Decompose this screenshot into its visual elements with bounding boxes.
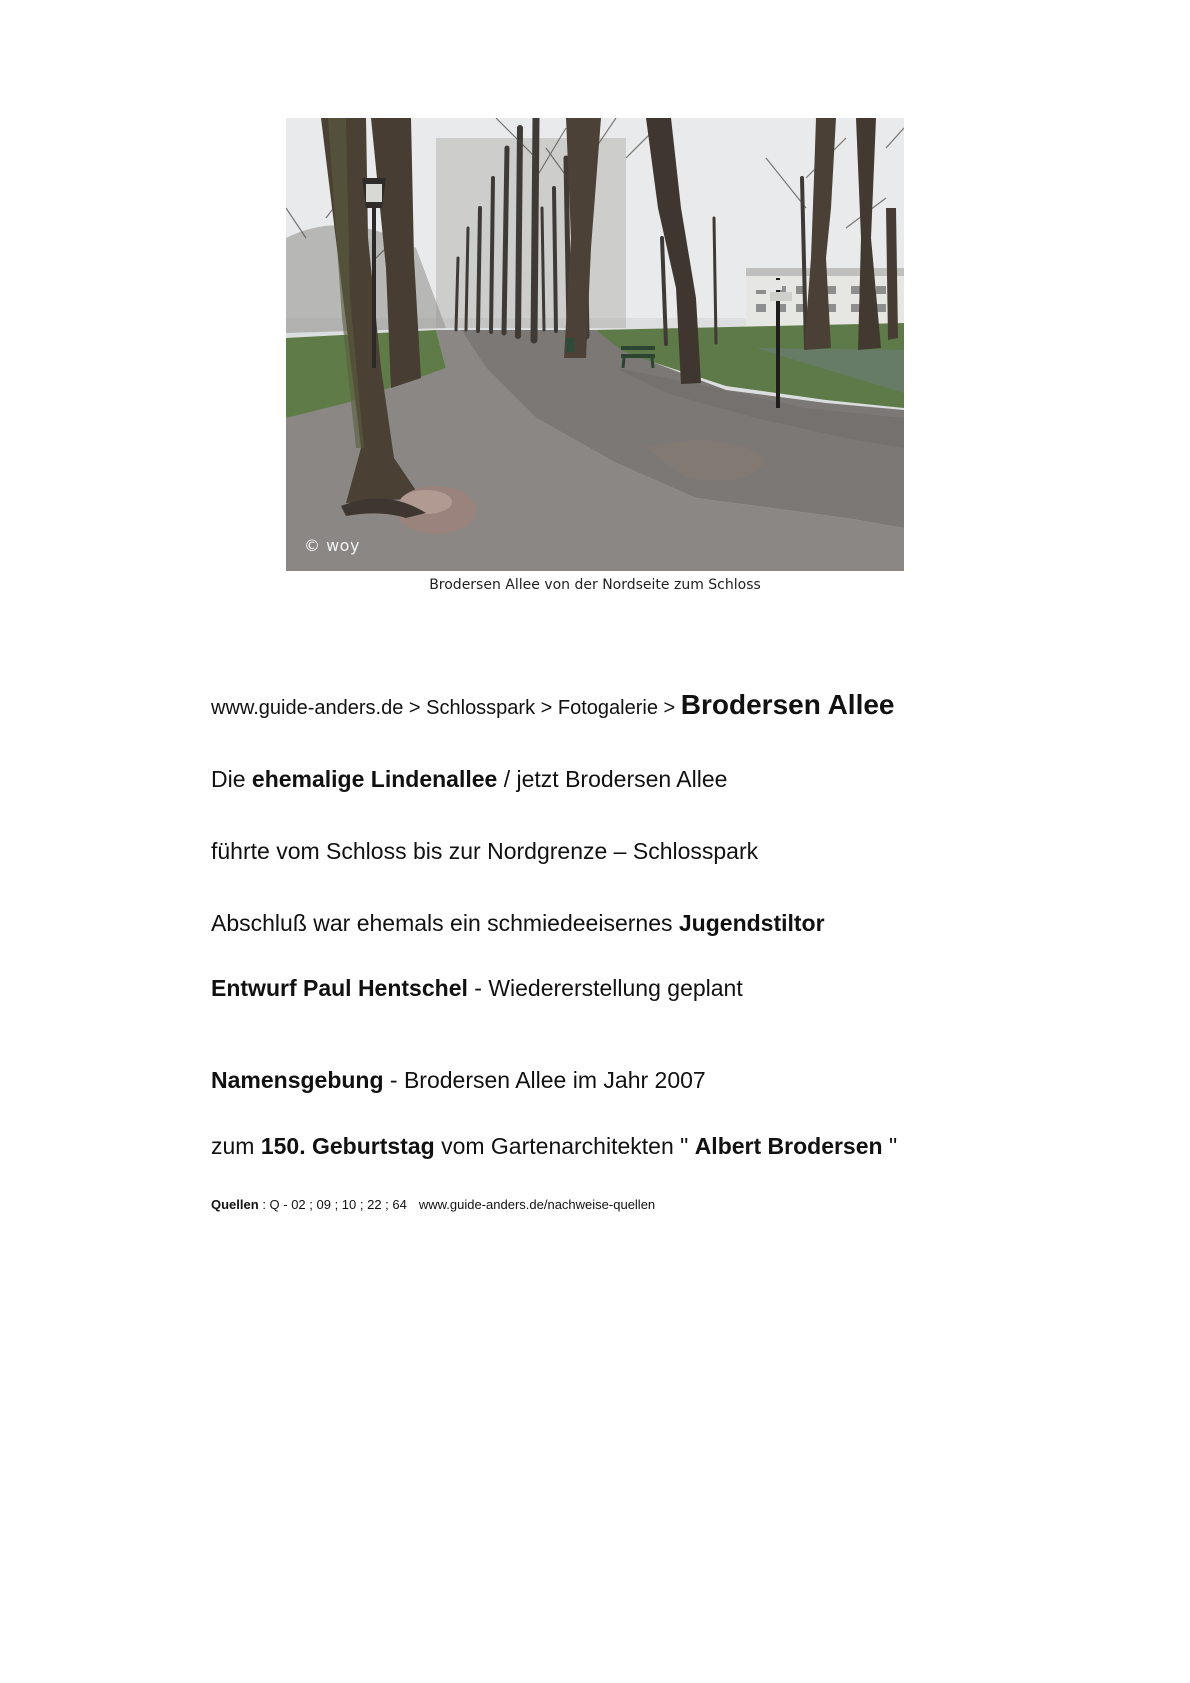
text-fragment: - Brodersen Allee im Jahr 2007 [389,1067,706,1093]
sources-label: Quellen [211,1197,259,1212]
text-fragment: " [888,1133,898,1159]
text-bold-fragment: 150. Geburtstag [260,1133,435,1159]
text-line-route: führte vom Schloss bis zur Nordgrenze – Schlosspark [211,838,759,864]
breadcrumb [211,689,895,721]
breadcrumb-separator: > [408,697,421,719]
text-line-naming [211,1067,706,1094]
sources-link[interactable]: www.guide-anders.de/nachweise-quellen [418,1197,656,1212]
avenue-photo-illustration [286,118,904,571]
text-bold-fragment: Albert Brodersen [694,1133,883,1159]
page-title: Brodersen Allee [680,689,895,720]
text-bold-fragment: Jugendstiltor [678,910,825,936]
text-fragment: Die [211,766,246,792]
breadcrumb-fotogalerie[interactable]: Fotogalerie [557,697,658,719]
text-line-design [211,975,743,1002]
text-line-gate [211,910,825,937]
breadcrumb-separator: > [663,697,676,719]
text-fragment: - Wiedererstellung geplant [474,975,743,1001]
text-bold-fragment: ehemalige Lindenallee [251,766,498,792]
text-bold-fragment: Entwurf Paul Hentschel [211,975,468,1001]
photo-copyright: © woy [304,536,360,555]
breadcrumb-schlosspark[interactable]: Schlosspark [426,697,536,719]
avenue-photo [286,118,904,571]
text-fragment: Abschluß war ehemals ein schmiedeeisernes [211,910,673,936]
text-line-lindenallee [211,766,727,793]
text-line-birthday [211,1133,897,1160]
sources-line [211,1197,655,1212]
text-fragment: vom Gartenarchitekten " [441,1133,689,1159]
text-fragment: zum [211,1133,255,1159]
text-bold-fragment: Namensgebung [211,1067,384,1093]
photo-caption: Brodersen Allee von der Nordseite zum Schloss [429,577,761,593]
breadcrumb-separator: > [540,697,553,719]
text-fragment: / jetzt Brodersen Allee [503,766,728,792]
sources-codes: : Q - 02 ; 09 ; 10 ; 22 ; 64 [262,1197,407,1212]
breadcrumb-site[interactable]: www.guide-anders.de [211,697,404,719]
